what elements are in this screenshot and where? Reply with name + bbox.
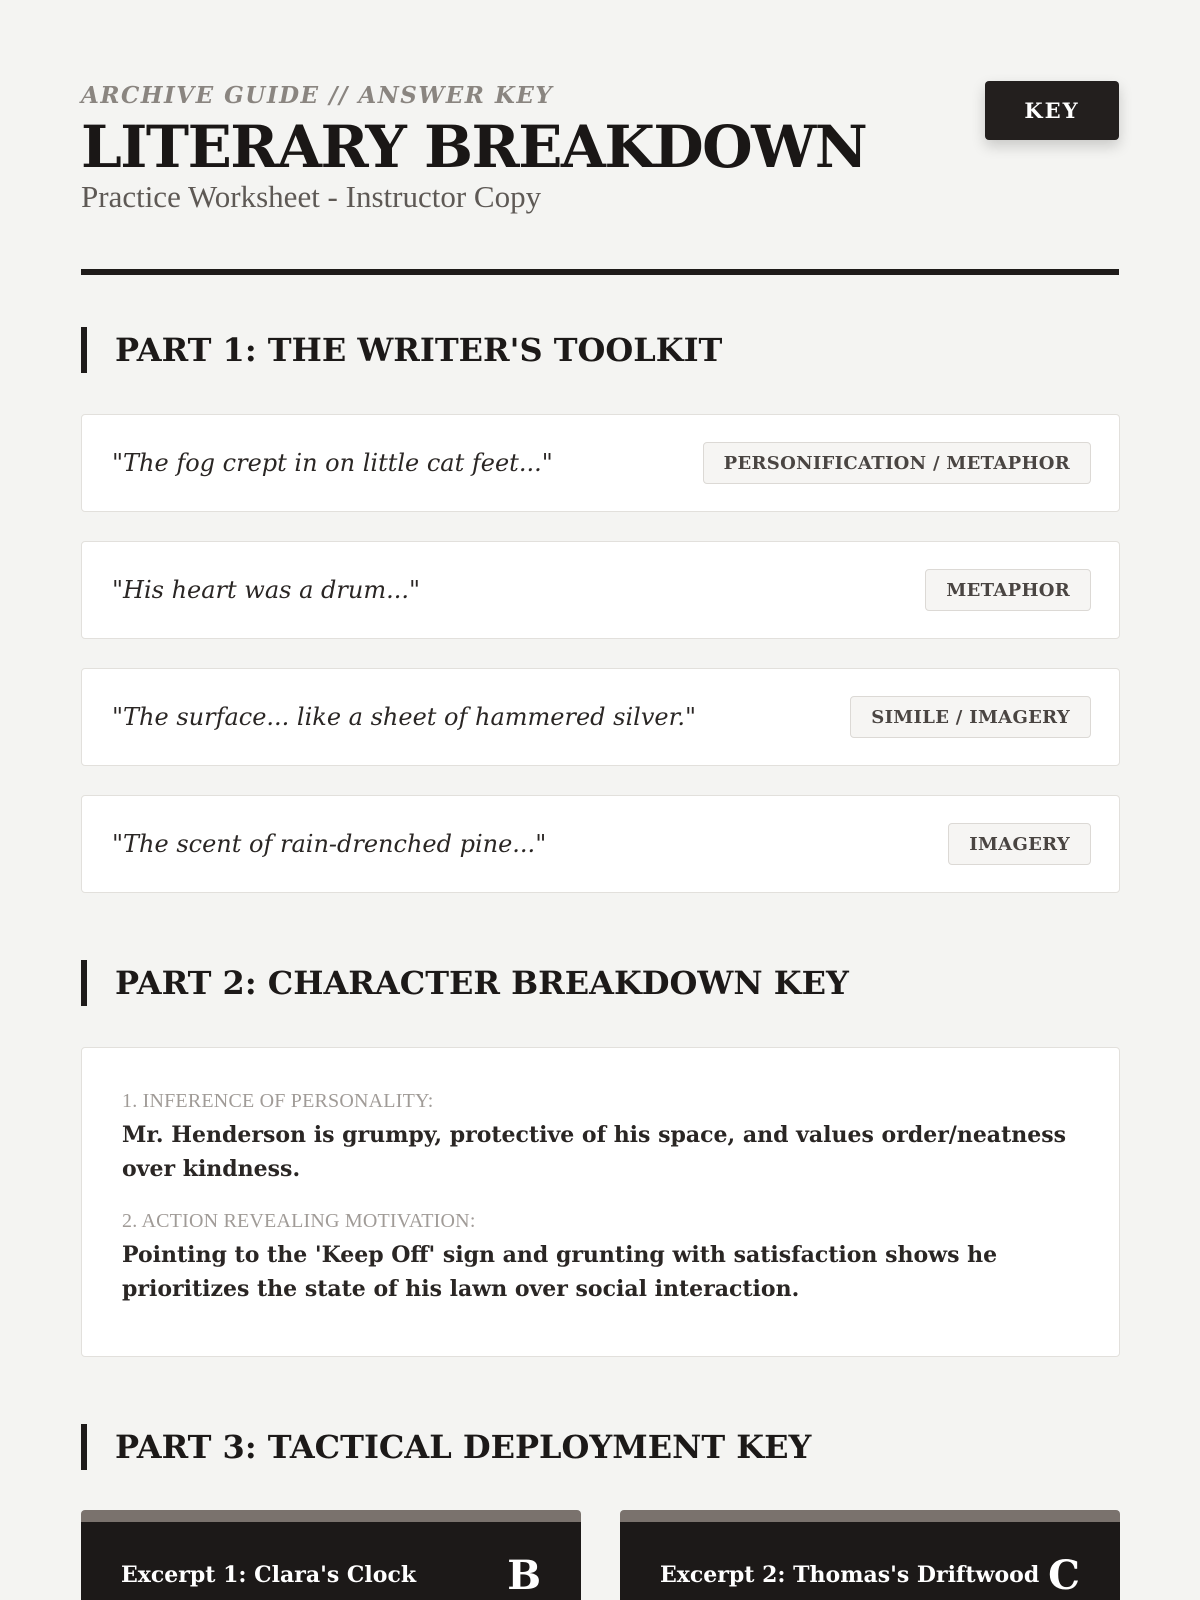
toolkit-answer-tag: SIMILE / IMAGERY <box>850 696 1091 738</box>
character-breakdown-card <box>81 1047 1120 1357</box>
toolkit-quote: "His heart was a drum..." <box>112 576 421 604</box>
excerpt-answer-letter: C <box>1048 1552 1080 1599</box>
excerpt-answer-letter: B <box>507 1552 541 1599</box>
part1-heading: PART 1: THE WRITER'S TOOLKIT <box>81 327 722 373</box>
toolkit-answer-tag: METAPHOR <box>925 569 1091 611</box>
question-label: 1. INFERENCE OF PERSONALITY: <box>122 1090 434 1112</box>
excerpt-card <box>620 1510 1120 1600</box>
question-block <box>122 1088 1079 1186</box>
toolkit-item <box>81 541 1120 639</box>
toolkit-answer-tag: PERSONIFICATION / METAPHOR <box>703 442 1091 484</box>
question-answer: Mr. Henderson is grumpy, protective of his space, and values order/neatness over kindness. <box>122 1122 1066 1182</box>
question-label: 2. ACTION REVEALING MOTIVATION: <box>122 1210 476 1232</box>
question-block <box>122 1208 1079 1306</box>
excerpt-card <box>81 1510 581 1600</box>
part3-heading: PART 3: TACTICAL DEPLOYMENT KEY <box>81 1424 811 1470</box>
toolkit-item <box>81 795 1120 893</box>
toolkit-quote: "The fog crept in on little cat feet..." <box>112 449 553 477</box>
page-eyebrow: ARCHIVE GUIDE // ANSWER KEY <box>81 82 554 109</box>
key-badge: KEY <box>985 81 1119 140</box>
toolkit-item <box>81 668 1120 766</box>
page-title: LITERARY BREAKDOWN <box>81 113 867 181</box>
question-answer: Pointing to the 'Keep Off' sign and grunting with satisfaction shows he prioritizes the state of his lawn over social interaction. <box>122 1242 998 1302</box>
part2-heading: PART 2: CHARACTER BREAKDOWN KEY <box>81 960 849 1006</box>
toolkit-quote: "The surface... like a sheet of hammered silver." <box>112 703 697 731</box>
page-header <box>81 0 1119 275</box>
page-subtitle: Practice Worksheet - Instructor Copy <box>81 179 542 214</box>
toolkit-item <box>81 414 1120 512</box>
excerpt-title: Excerpt 2: Thomas's Driftwood <box>660 1562 1040 1588</box>
toolkit-quote: "The scent of rain-drenched pine..." <box>112 830 547 858</box>
excerpt-title: Excerpt 1: Clara's Clock <box>121 1562 417 1588</box>
toolkit-answer-tag: IMAGERY <box>948 823 1091 865</box>
